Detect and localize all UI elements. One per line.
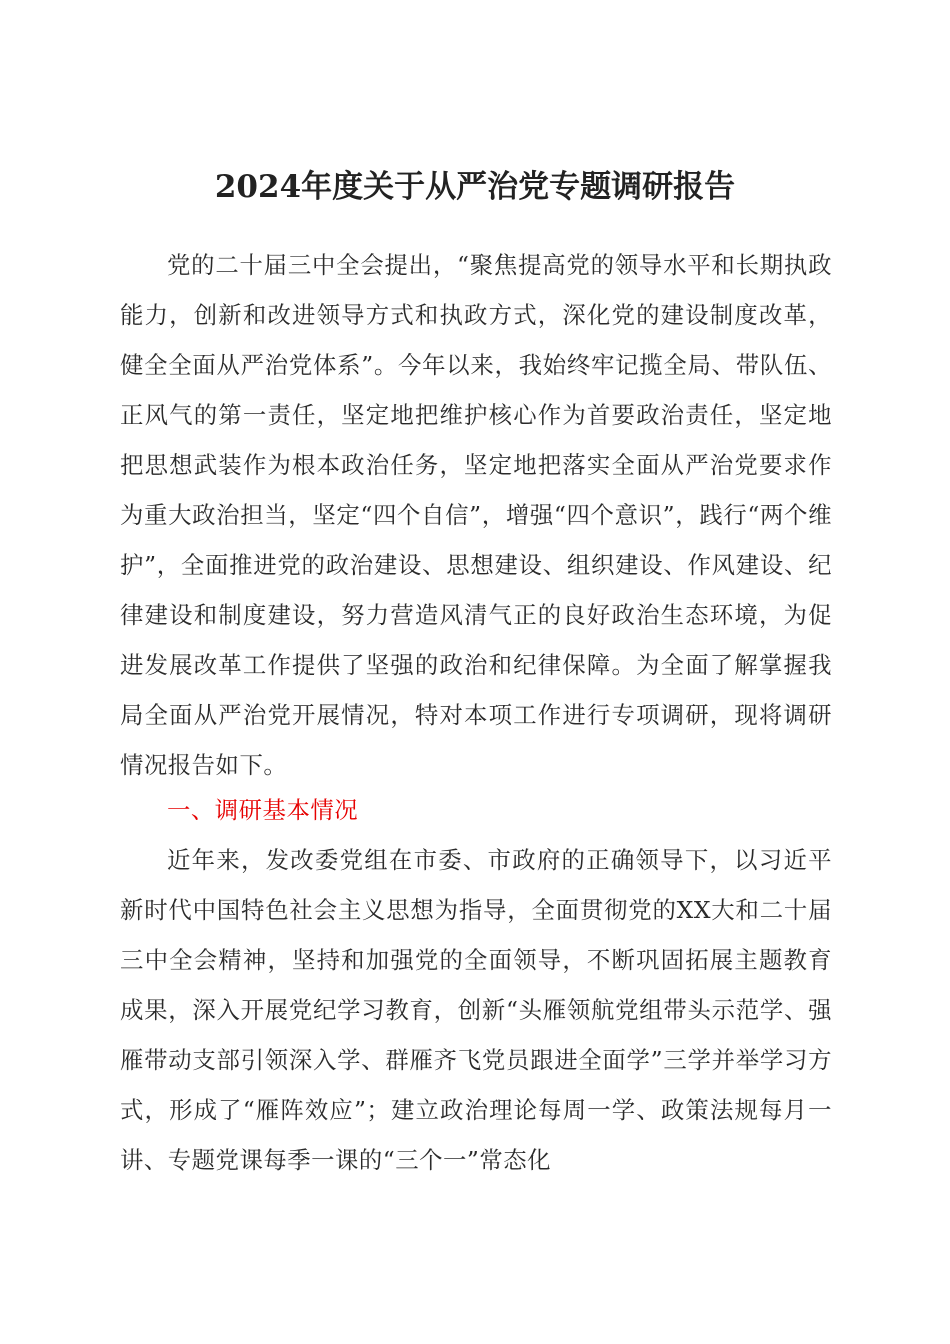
document-title: 2024年度关于从严治党专题调研报告 [214, 169, 736, 205]
intro-paragraph: 党的二十届三中全会提出，“聚焦提高党的领导水平和长期执政能力，创新和改进领导方式和执政方式，深化党的建设制度改革，健全全面从严治党体系”。今年以来，我始终牢记揽全局、带队伍、正风气的第一责任，坚定地把维护核心作为首要政治责任，坚定地把思想武装作为根本政治任务，坚定地把落实全面从严治党要求作为重大政治担当，坚定“四个自信”，增强“四个意识”，践行“两个维护”，全面推进党的政治建设、思想建设、组织建设、作风建设、纪律建设和制度建设，努力营造风清气正的良好政治生态环境，为促进发展改革工作提供了坚强的政治和纪律保障。为全面了解掌握我局全面从严治党开展情况，特对本项工作进行专项调研，现将调研情况报告如下。 [120, 251, 832, 779]
section-heading-1: 一、调研基本情况 [167, 796, 359, 824]
section-1-paragraph: 近年来，发改委党组在市委、市政府的正确领导下，以习近平新时代中国特色社会主义思想为指导，全面贯彻党的XX大和二十届三中全会精神，坚持和加强党的全面领导，不断巩固拓展主题教育成果，深入开展党纪学习教育，创新“头雁领航党组带头示范学、强雁带动支部引领深入学、群雁齐飞党员跟进全面学”三学并举学习方式，形成了“雁阵效应”；建立政治理论每周一学、政策法规每月一讲、专题党课每季一课的“三个一”常态化 [120, 846, 832, 1174]
